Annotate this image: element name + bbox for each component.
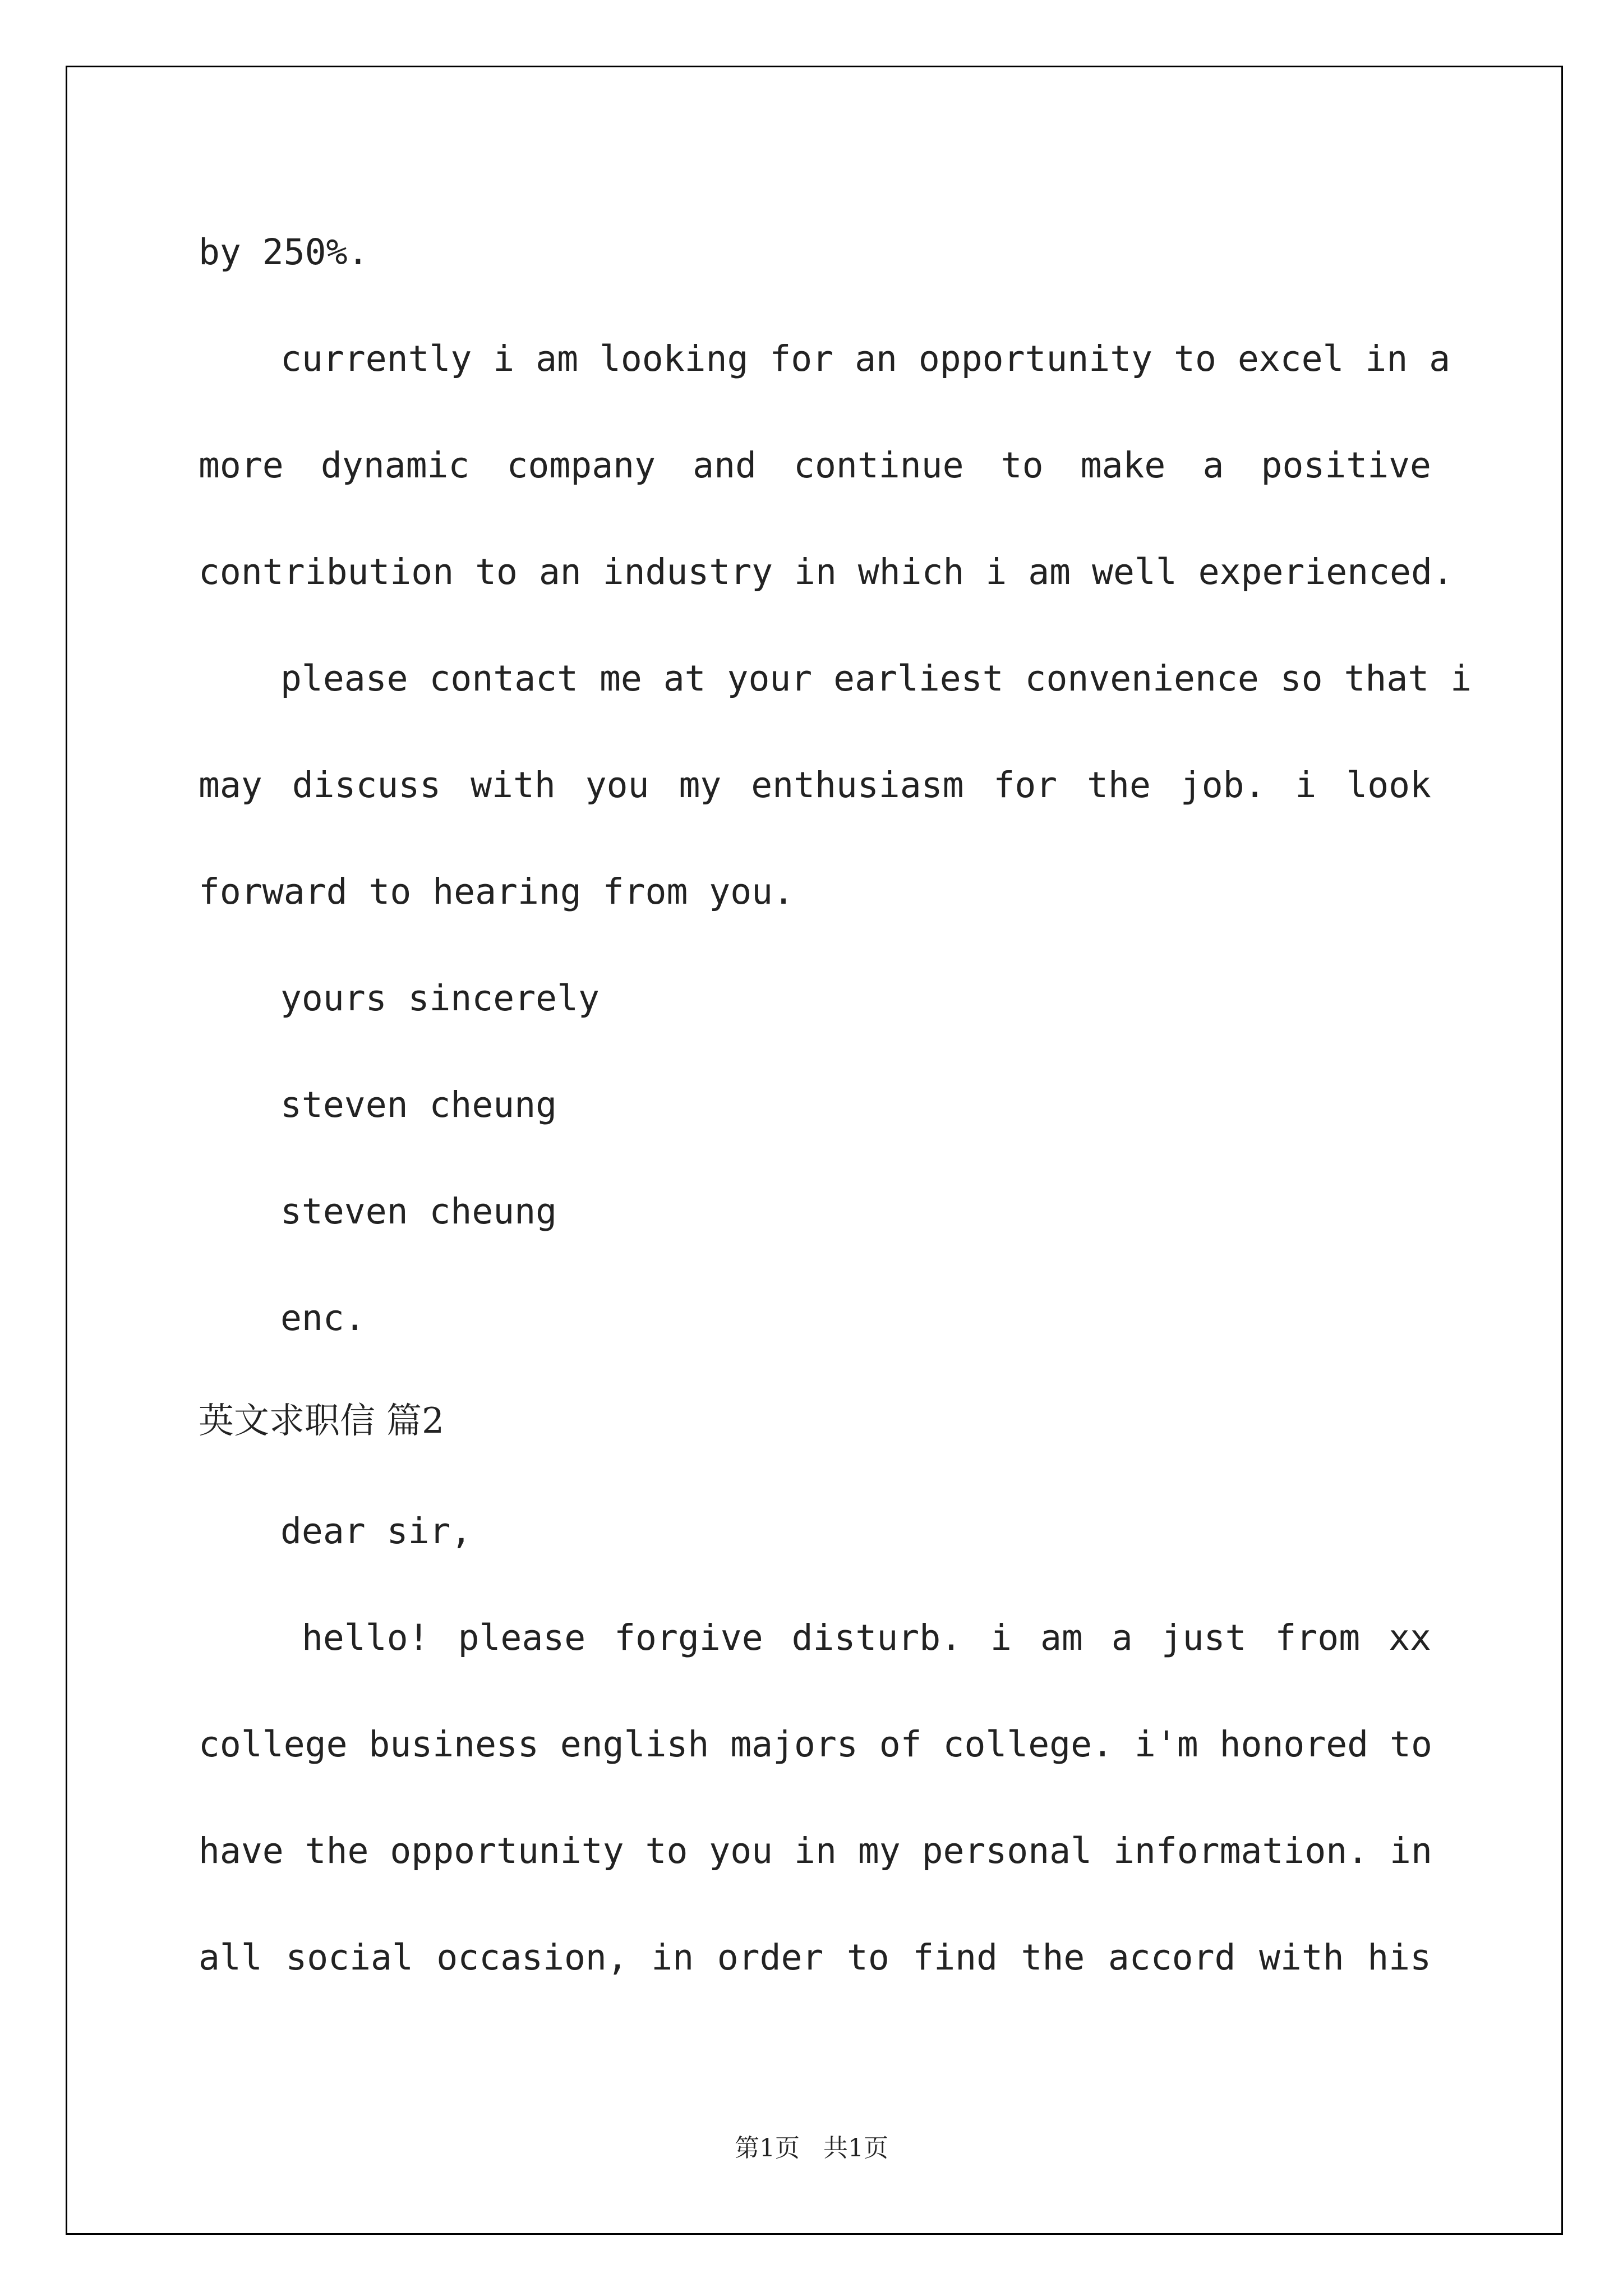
page-footer <box>0 2129 1623 2168</box>
paragraph-line: contribution to an industry in which i am well experienced. <box>199 551 1454 592</box>
paragraph-line: please contact me at your earliest convenience so that i <box>280 658 1472 699</box>
paragraph-line: have the opportunity to you in my personal information. in <box>199 1830 1432 1871</box>
paragraph-line: hello! please forgive disturb. i am a just from xx <box>302 1617 1431 1658</box>
paragraph-line: more dynamic company and continue to make a positive <box>199 445 1431 486</box>
section-heading: 英文求职信 篇2 <box>199 1400 445 1441</box>
paragraph-line: forward to hearing from you. <box>199 871 795 912</box>
text-line-continuation: by 250%. <box>199 232 369 273</box>
page-total: 共1页 <box>823 2134 888 2162</box>
paragraph-line: college business english majors of college. i'm honored to <box>199 1724 1432 1765</box>
enclosure-line: enc. <box>280 1297 366 1338</box>
signature-line: steven cheung <box>280 1191 557 1232</box>
signature-line: steven cheung <box>280 1084 557 1125</box>
paragraph-line: all social occasion, in order to find the accord with his <box>199 1937 1431 1978</box>
paragraph-line: currently i am looking for an opportunity to excel in a <box>280 338 1451 379</box>
paragraph-line: may discuss with you my enthusiasm for the job. i look <box>199 765 1431 806</box>
page-border <box>66 66 1563 2235</box>
closing-line: yours sincerely <box>280 978 600 1019</box>
salutation-line: dear sir, <box>280 1511 472 1552</box>
page-number: 第1页 <box>735 2134 800 2162</box>
